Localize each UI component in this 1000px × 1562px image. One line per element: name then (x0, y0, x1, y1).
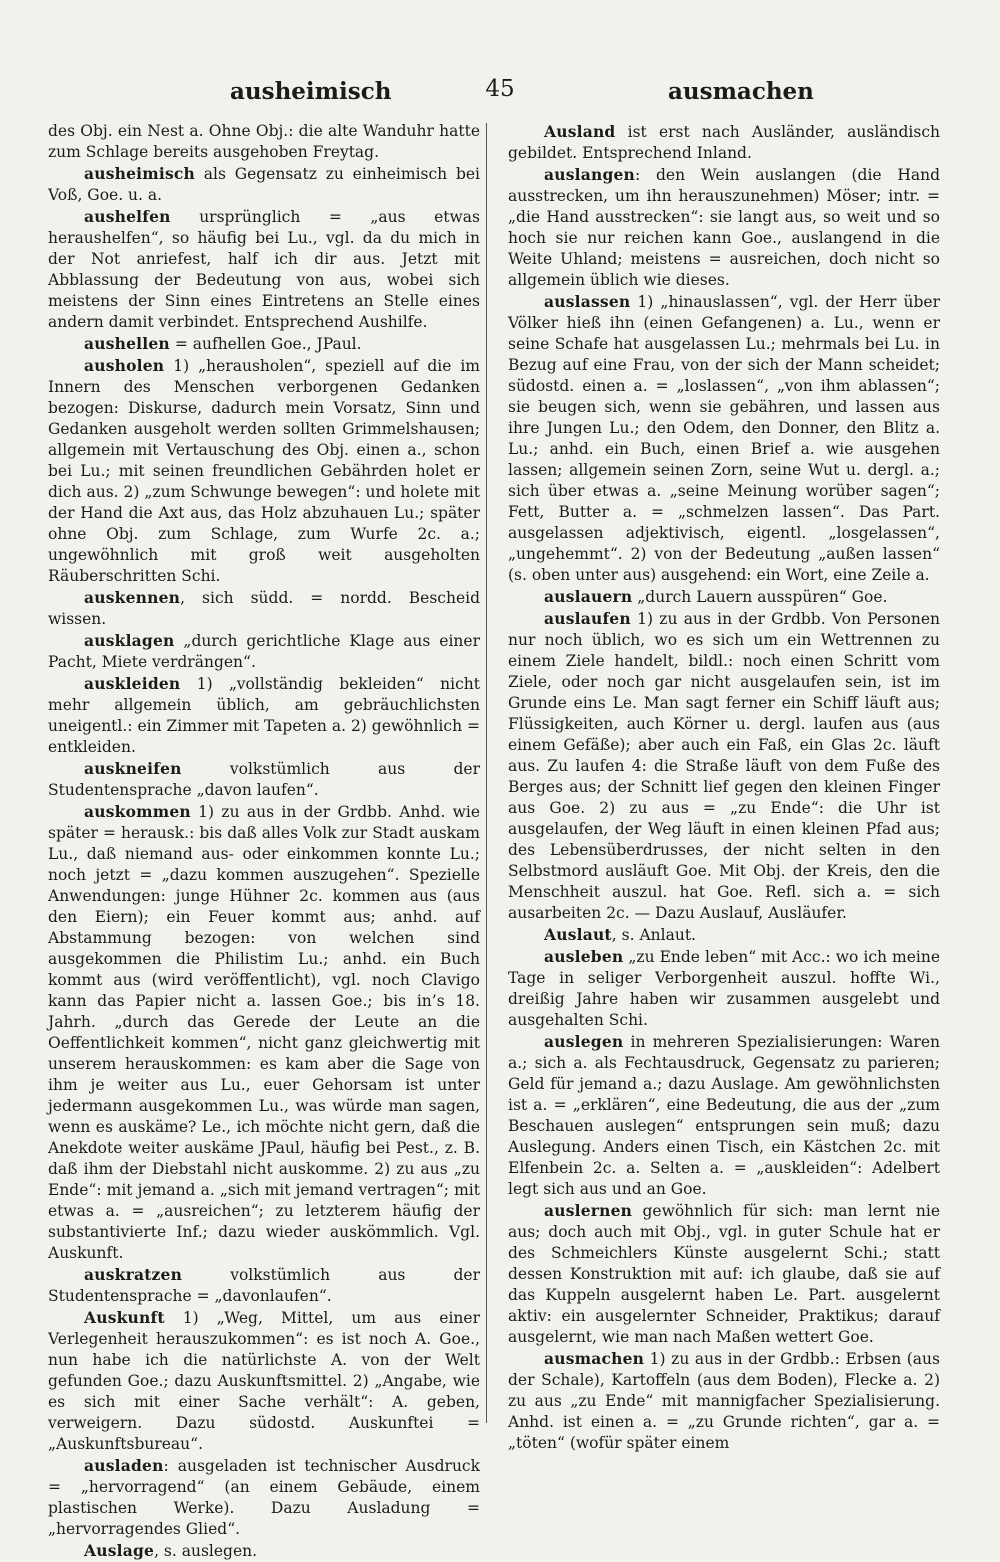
entry-text: 1) „Weg, Mittel, um aus einer Verlegenheit herauszukommen“: es ist noch A. Goe., nun habe ich die natürlichste A. von der Welt gefunden Goe.; dazu Auskunftsmittel. 2) „Angabe, wie es sich mit einer Sache verhält“: A. geben, verweigern. Dazu südostd. Auskunftei = „Auskunftsbureau“. (48, 1309, 480, 1453)
entry-text: 1) „hinauslassen“, vgl. der Herr über Völker hieß ihn (einen Gefangenen) a. Lu., wenn er seine Schafe hat ausgelassen Lu.; mehrmals bei Lu. in Bezug auf eine Frau, von der sich der Mann scheidet; südostd. einen a. = „loslassen“, „von ihm ablassen“; sie beugen sich, wenn sie gebähren, und lassen aus ihre Jungen Lu.; den Odem, den Donner, den Blitz a. Lu.; anhd. ein Buch, einen Brief a. wie ausgehen lassen; allgemein seinen Zorn, seine Wut u. dergl. a.; sich über etwas a. „seine Meinung worüber sagen“; Fett, Butter a. = „schmelzen lassen“. Das Part. ausgelassen adjektivisch, eigentl. „losgelassen“, „ungehemmt“. 2) von der Bedeutung „außen lassen“ (s. oben unter aus) ausgehend: ein Wort, eine Zeile a. (508, 293, 940, 584)
entry-headword: auskommen (84, 802, 191, 821)
dictionary-entry (508, 946, 940, 1031)
entry-text: 1) „herausholen“, speziell auf die im Innern des Menschen verborgenen Gedanken bezogen: Diskurse, dadurch mein Vorsatz, Sinn und Gedanken ausgeholt werden sollten Grimmelshausen; allgemein mit Vertauschung des Obj. einen a., schon bei Lu.; mit seinen freundlichen Gebährden holet er dich aus. 2) „zum Schwunge bewegen“: und holete mit der Hand die Axt aus, das Holz abzuhauen Lu.; später ohne Obj. zum Schlage, zum Wurfe 2c. a.; ungewöhnlich mit groß weit ausgeholten Räuberschritten Schi. (48, 357, 480, 585)
dictionary-entry (48, 206, 480, 333)
dictionary-entry (48, 1540, 480, 1562)
entry-text: volkstümlich aus der Studentensprache „davon laufen“. (48, 760, 480, 799)
entry-text: 1) zu aus in der Grdbb. Anhd. wie später = herausk.: bis daß alles Volk zur Stadt auskam Lu., daß niemand aus- oder einkommen konnte Lu.; noch jetzt = „dazu kommen auszugehen“. Spezielle Anwendungen: junge Hühner 2c. kommen aus (aus den Eiern); ein Feuer kommt aus; anhd. auf Abstammung bezogen: von welchen sind ausgekommen die Philistim Lu.; anhd. ein Buch kommt aus (wird veröffentlicht), vgl. noch Clavigo kann das Papier nicht a. lassen Goe.; bis in’s 18. Jahrh. „durch das Gerede der Leute an die Oeffentlichkeit kommen“, nicht ganz gleichwertig mit unserem herauskommen: es kam aber die Sage von ihm je weiter aus Lu., euer Gehorsam ist unter jedermann ausgekommen Lu., was würde man sagen, wenn es auskäme? Le., ich möchte nicht gern, daß die Anekdote weiter auskäme JPaul, häufig bei Pest., z. B. daß ihm der Diebstahl nicht auskomme. 2) zu aus „zu Ende“: mit jemand a. „sich mit jemand vertragen“; mit etwas a. = „ausreichen“; zu letzterem häufig der substantivierte Inf.; dazu wieder auskömmlich. Vgl. Auskunft. (48, 803, 480, 1262)
dictionary-entry (48, 801, 480, 1264)
entry-text: 1) zu aus in der Grdbb.: Erbsen (aus der Schale), Kartoffeln (aus dem Boden), Flecke a. 2) zu aus „zu Ende“ mit mannigfacher Spezialisierung. Anhd. ist einen a. = „zu Grunde richten“, gar a. = „töten“ (wofür später einem (508, 1350, 940, 1452)
entry-headword: ausleben (544, 947, 624, 966)
dictionary-entry (48, 163, 480, 206)
left-column (48, 121, 480, 1562)
dictionary-entry (508, 164, 940, 291)
dictionary-entry (48, 673, 480, 758)
entry-headword: ausladen (84, 1456, 164, 1475)
entry-text: = aufhellen Goe., JPaul. (169, 335, 362, 353)
entry-text: als Gegensatz zu einheimisch bei Voß, Goe. u. a. (48, 165, 480, 204)
entry-text: „durch Lauern ausspüren“ Goe. (632, 588, 888, 606)
entry-text: : den Wein auslangen (die Hand ausstrecken, um ihn herauszunehmen) Möser; intr. = „die Hand ausstrecken“: sie langt aus, so weit und so hoch sie nur reichen kann Goe., auslangend in die Weite Uhland; meistens = ausreichen, doch nicht so allgemein üblich wie dieses. (508, 166, 940, 289)
page-number: 45 (485, 76, 515, 102)
dictionary-entry (508, 1031, 940, 1200)
entry-headword: ausklagen (84, 631, 175, 650)
entry-headword: auslauern (544, 587, 633, 606)
dictionary-entry (48, 121, 480, 163)
entry-headword: ausholen (84, 356, 165, 375)
entry-text: des Obj. ein Nest a. Ohne Obj.: die alte Wanduhr hatte zum Schlage bereits ausgehoben Freytag. (48, 122, 480, 161)
entry-headword: Auslaut (544, 925, 612, 944)
entry-text: „durch gerichtliche Klage aus einer Pacht, Miete verdrängen“. (48, 632, 480, 671)
dictionary-entry (508, 1200, 940, 1348)
dictionary-entry (508, 924, 940, 946)
dictionary-entry (508, 1348, 940, 1454)
entry-text: 1) „vollständig bekleiden“ nicht mehr allgemein üblich, am gebräuchlichsten uneigentl.: ein Zimmer mit Tapeten a. 2) gewöhnlich = entkleiden. (48, 675, 480, 756)
dictionary-entry (48, 1264, 480, 1307)
entry-text: in mehreren Spezialisierungen: Waren a.; sich a. als Fechtausdruck, Gegensatz zu parieren; Geld für jemand a.; dazu Auslage. Am gewöhnlichsten ist a. = „erklären“, eine Bedeutung, die aus der „zum Beschauen auslegen“ entsprungen sein muß; dazu Auslegung. Anders einen Tisch, ein Kästchen 2c. mit Elfenbein 2c. a. Selten a. = „auskleiden“: Adelbert legt sich aus und an Goe. (508, 1033, 940, 1198)
entry-headword: Ausland (544, 122, 616, 141)
entry-text: ist erst nach Ausländer, ausländisch gebildet. Entsprechend Inland. (508, 123, 940, 162)
entry-headword: Auskunft (84, 1308, 165, 1327)
entry-headword: auslangen (544, 165, 636, 184)
entry-text: „zu Ende leben“ mit Acc.: wo ich meine Tage in seliger Verborgenheit auszul. hoffte Wi., dreißig Jahre haben wir zusammen ausgelebt und ausgehalten Schi. (508, 948, 940, 1029)
dictionary-entry (508, 586, 940, 608)
dictionary-entry (48, 1455, 480, 1540)
entry-text: volkstümlich aus der Studentensprache = „davonlaufen“. (48, 1266, 480, 1305)
dictionary-entry (508, 291, 940, 586)
entry-text: , sich südd. = nordd. Bescheid wissen. (48, 589, 480, 628)
entry-text: , s. auslegen. (154, 1542, 258, 1560)
entry-headword: auskratzen (84, 1265, 183, 1284)
entry-headword: aushelfen (84, 207, 171, 226)
dictionary-entry (48, 333, 480, 355)
entry-text: , s. Anlaut. (611, 926, 696, 944)
entry-text: ursprünglich = „aus etwas heraushelfen“, so häufig bei Lu., vgl. da du mich in der Not anriefest, half ich dir aus. Jetzt mit Abblassung der Bedeutung von aus, wobei sich meistens der Sinn eines Eintretens an Stelle eines andern damit verbindet. Entsprechend Aushilfe. (48, 208, 480, 331)
dictionary-entry (48, 630, 480, 673)
dictionary-entry (508, 121, 940, 164)
entry-headword: auslegen (544, 1032, 624, 1051)
dictionary-entry (508, 608, 940, 924)
column-divider (486, 123, 487, 1423)
entry-headword: auslernen (544, 1201, 633, 1220)
dictionary-entry (48, 758, 480, 801)
entry-headword: aushellen (84, 334, 170, 353)
dictionary-entry (48, 1307, 480, 1455)
entry-text: : ausgeladen ist technischer Ausdruck = „hervorragend“ (an einem Gebäude, einem plastischen Werke). Dazu Ausladung = „hervorragendes Glied“. (48, 1457, 480, 1538)
entry-text: gewöhnlich für sich: man lernt nie aus; doch auch mit Obj., vgl. in guter Schule hat er des Schmeichlers Künste ausgelernt Schi.; statt dessen Konstruktion mit auf: ich glaube, daß sie auf das Kuppeln ausgelernt haben Le. Part. ausgelernt aktiv: ein ausgelernter Schneider, Praktikus; darauf ausgelernt, wie man nach Maßen wettert Goe. (508, 1202, 940, 1346)
header-right-headword: ausmachen (668, 78, 814, 105)
entry-text: 1) zu aus in der Grdbb. Von Personen nur noch üblich, wo es sich um ein Wettrennen zu einem Ziele handelt, bildl.: noch einen Schritt vom Ziele, oder noch gar nicht ausgelaufen sein, ist im Grunde eins Le. Man sagt ferner ein Schiff läuft aus; Flüssigkeiten, auch Körner u. dergl. laufen aus (aus einem Gefäße); aber auch ein Faß, ein Glas 2c. läuft aus. Zu laufen 4: die Straße läuft von dem Fuße des Berges aus; der Schnitt lief gegen den kleinen Finger aus Goe. 2) zu aus = „zu Ende“: die Uhr ist ausgelaufen, der Weg läuft in einen kleinen Pfad aus; des Lebensüberdrusses, der nicht selten in den Selbstmord ausläuft Goe. Mit Obj. der Kreis, den die Menschheit auszul. hat Goe. Refl. sich a. = sich ausarbeiten 2c. — Dazu Auslauf, Ausläufer. (508, 610, 940, 922)
right-column (508, 121, 940, 1454)
entry-headword: ausheimisch (84, 164, 195, 183)
page-header (0, 70, 1000, 110)
entry-headword: auskneifen (84, 759, 182, 778)
entry-headword: auslassen (544, 292, 631, 311)
entry-headword: auskennen (84, 588, 181, 607)
entry-headword: Auslage (84, 1541, 155, 1560)
entry-headword: auslaufen (544, 609, 631, 628)
entry-headword: auskleiden (84, 674, 181, 693)
dictionary-entry (48, 355, 480, 587)
dictionary-entry (48, 587, 480, 630)
header-left-headword: ausheimisch (230, 78, 392, 105)
entry-headword: ausmachen (544, 1349, 645, 1368)
